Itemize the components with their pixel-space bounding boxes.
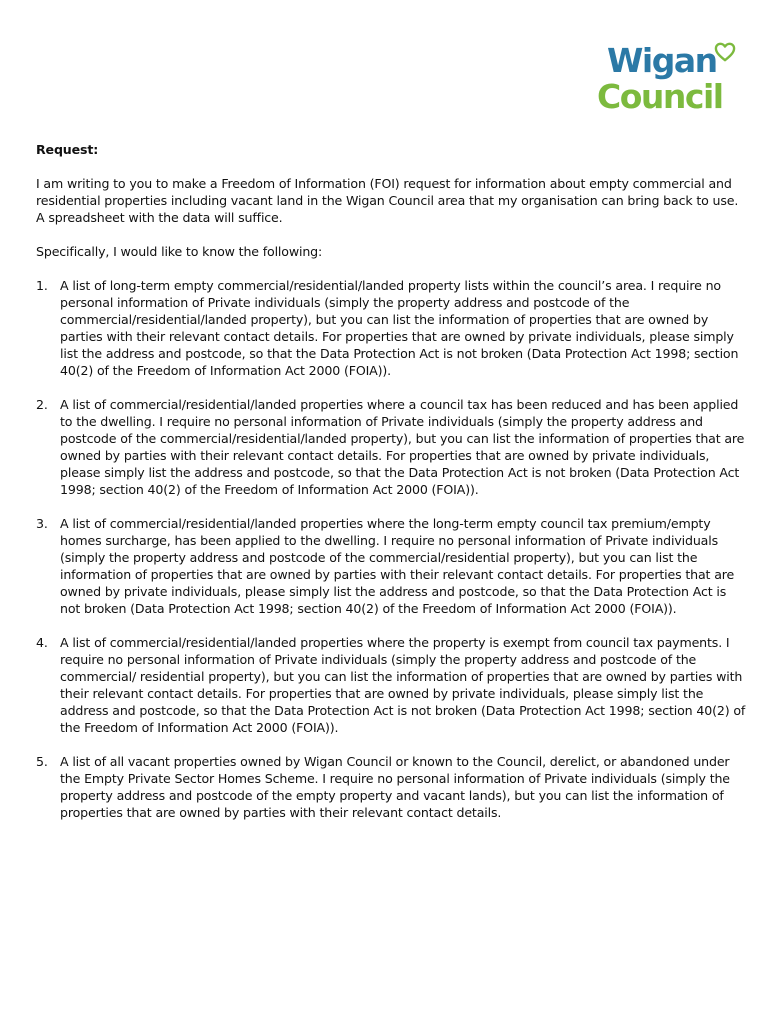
request-list-item	[36, 515, 748, 617]
list-item-number: 2.	[36, 397, 48, 412]
request-list-item	[36, 634, 748, 736]
list-item-number: 3.	[36, 516, 48, 531]
list-item-text: A list of commercial/residential/landed properties where a council tax has been reduced and has been applied to the dwelling. I require no personal information of Private individuals (simply the property address and postcode of the commercial/residential/landed property), but you can list the information of properties that are owned by parties with their relevant contact details. For properties that are owned by private individuals, please simply list the address and postcode, so that the Data Protection Act is not broken (Data Protection Act 1998; section 40(2) of the Freedom of Information Act 2000 (FOIA)).	[60, 397, 745, 497]
list-item-number: 4.	[36, 635, 48, 650]
list-item-number: 5.	[36, 754, 48, 769]
list-item-text: A list of long-term empty commercial/residential/landed property lists within the council’s area. I require no personal information of Private individuals (simply the property address and postcode of the commercial/residential/landed property), but you can list the information of properties that are owned by parties with their relevant contact details. For properties that are owned by private individuals, please simply list the address and postcode, so that the Data Protection Act is not broken (Data Protection Act 1998; section 40(2) of the Freedom of Information Act 2000 (FOIA)).	[60, 278, 739, 378]
list-item-text: A list of all vacant properties owned by Wigan Council or known to the Council, derelict, or abandoned under the Empty Private Sector Homes Scheme. I require no personal information of Private individuals (simply the property address and postcode of the empty property and vacant lands), but you can list the information of properties that are owned by parties with their relevant contact details.	[60, 754, 730, 820]
request-heading: Request:	[36, 142, 99, 157]
wigan-council-logo	[596, 40, 741, 120]
heart-icon	[714, 42, 736, 62]
request-list-item	[36, 277, 748, 379]
intro-paragraph: I am writing to you to make a Freedom of Information (FOI) request for information about empty commercial and residential properties including vacant land in the Wigan Council area that my organisation can bring back to use. A spreadsheet with the data will suffice.	[36, 176, 739, 225]
foi-request-body	[36, 141, 748, 838]
lead-paragraph: Specifically, I would like to know the following:	[36, 244, 323, 259]
request-list-item	[36, 396, 748, 498]
logo-council-text: Council	[597, 77, 723, 116]
logo-wigan-text: Wigan	[607, 41, 717, 80]
list-item-number: 1.	[36, 278, 48, 293]
list-item-text: A list of commercial/residential/landed properties where the property is exempt from council tax payments. I require no personal information of Private individuals (simply the property address and postcode of the commercial/ residential property), but you can list the information of properties that are owned by parties with their relevant contact details. For properties that are owned by private individuals, please simply list the address and postcode, so that the Data Protection Act is not broken (Data Protection Act 1998; section 40(2) of the Freedom of Information Act 2000 (FOIA)).	[60, 635, 746, 735]
list-item-text: A list of commercial/residential/landed properties where the long-term empty council tax premium/empty homes surcharge, has been applied to the dwelling. I require no personal information of Private individuals (simply the property address and postcode of the commercial/residential property), but you can list the information of properties that are owned by parties with their relevant contact details. For properties that are owned by private individuals, please simply list the address and postcode, so that the Data Protection Act is not broken (Data Protection Act 1998; section 40(2) of the Freedom of Information Act 2000 (FOIA)).	[60, 516, 735, 616]
request-list-item	[36, 753, 748, 821]
